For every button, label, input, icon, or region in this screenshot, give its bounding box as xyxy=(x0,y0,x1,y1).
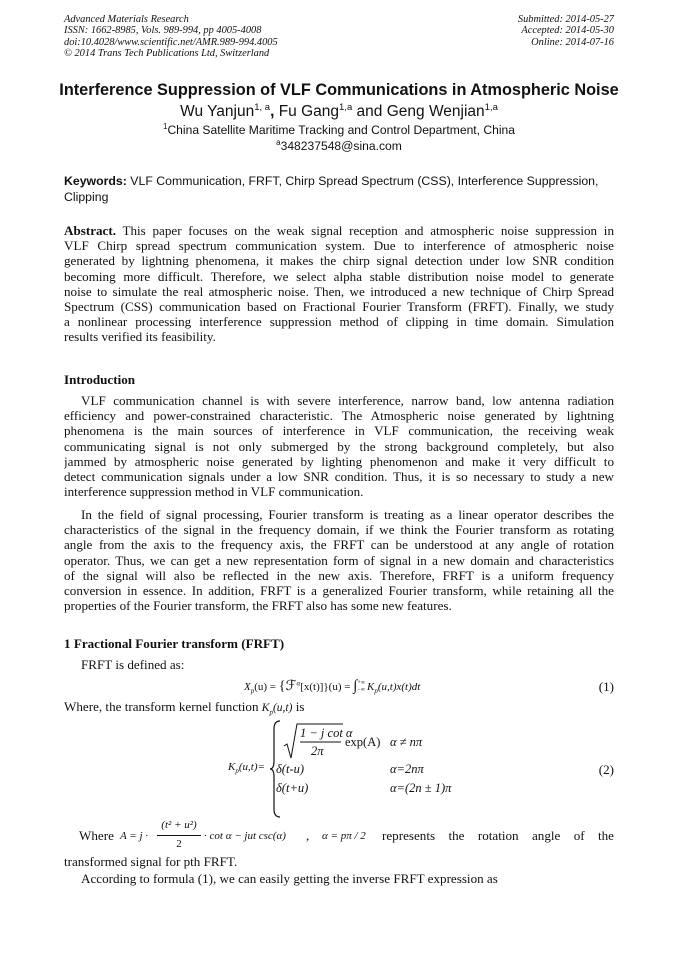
paragraph-line: of the signal will also be reflected in the new axis. Therefore, FRFT is a uniform frequency xyxy=(64,567,614,583)
eq1-mid: [x(t)]}(u) = xyxy=(300,681,354,693)
paragraph-line: efficiency and power-constrained characteristic. The Atmospheric noise generated by lightning xyxy=(64,408,614,424)
author-separator: and xyxy=(352,103,387,121)
email xyxy=(0,138,678,153)
eq2-case2-condition: α=2nπ xyxy=(390,762,424,776)
eq1-kernel-sub: p xyxy=(374,687,378,696)
paper-title: Interference Suppression of VLF Communications in Atmospheric Noise xyxy=(59,81,619,99)
where-A-lhs: A = j · xyxy=(120,830,148,842)
where-text-continued: transformed signal for pth FRFT. xyxy=(64,854,238,869)
author-2: Fu Gang xyxy=(278,103,340,121)
dates-info xyxy=(518,14,614,48)
kernel-intro-tail: is xyxy=(292,699,305,714)
paragraph-line: characteristics of the signal in the frequency domain, if we think the Fourier transform as rotating xyxy=(64,522,614,538)
equation-1 xyxy=(244,678,420,695)
eq1-limits xyxy=(357,680,365,694)
paragraph-line: jammed by atmospheric noise generated by lighting phenomenon and make it very difficult to xyxy=(64,453,614,469)
eq1-upper-limit: +∞ xyxy=(357,680,365,687)
equation-1-number: (1) xyxy=(598,679,614,694)
kernel-intro xyxy=(64,699,304,717)
eq2-case3-condition: α=(2n ± 1)π xyxy=(390,781,452,795)
keywords xyxy=(64,174,614,205)
paragraph-line: operator. Thus, we can get a new representation form of signal in a new domain and characteristics xyxy=(64,552,614,568)
abstract-line: a nonlinear processing interference suppression method of clipping in time domain. Simulation xyxy=(64,314,614,330)
eq1-lhs: X xyxy=(244,681,251,693)
abstract-line: noise to simulate the real atmospheric noise. Then, we introduced a new technique of Chirp Spread xyxy=(64,283,614,299)
author-3: Geng Wenjian xyxy=(386,103,485,121)
frft-definition-intro: FRFT is defined as: xyxy=(81,657,185,672)
abstract-line xyxy=(64,223,614,238)
eq1-lower-limit: −∞ xyxy=(357,687,365,694)
issn-line: ISSN: 1662-8985, Vols. 989-994, pp 4005-4008 xyxy=(64,25,262,37)
where-fraction-denominator: 2 xyxy=(176,838,182,850)
keywords-label: Keywords: xyxy=(64,174,127,188)
abstract xyxy=(64,223,614,345)
abstract-line: becoming more difficult. Therefore, we select alpha stable distribution noise model to generate xyxy=(64,268,614,284)
eq2-sqrt-denominator: 2π xyxy=(311,744,324,758)
kernel-symbol-sub: p xyxy=(269,708,273,717)
copyright-line: © 2014 Trans Tech Publications Ltd, Switzerland xyxy=(64,47,270,59)
equation-2-number: (2) xyxy=(598,762,614,777)
section-heading-introduction: Introduction xyxy=(64,372,136,387)
eq2-lhs-arg: (u,t)= xyxy=(238,761,265,773)
paragraph-line: conversion in essence. In addition, FRFT is a generalized Fourier transform, while retaining all the xyxy=(64,582,614,598)
author-1: Wu Yanjun xyxy=(180,103,255,121)
eq2-sqrt-numerator: 1 − j cot α xyxy=(300,726,353,740)
journal-name: Advanced Materials Research xyxy=(64,14,189,25)
affiliation-marker: 1 xyxy=(163,122,168,131)
abstract-label: Abstract. xyxy=(64,223,116,238)
eq1-operator: {ℱ xyxy=(278,679,297,694)
paragraph-line: communicating signal is not only submerged by the strong background completely, but also xyxy=(64,438,614,454)
where-comma: , xyxy=(306,828,310,843)
where-fraction-numerator: (t² + u²) xyxy=(161,819,197,831)
eq2-lhs-sub: p xyxy=(235,767,239,776)
eq2-lhs: K xyxy=(228,761,236,773)
abstract-line: generated by lightning phenomena, it makes the chirp signal detection under low SNR condition xyxy=(64,253,614,269)
paragraph-line: interference suppression method in VLF communication. xyxy=(64,484,364,500)
eq2-case3: δ(t+u) xyxy=(276,781,309,795)
journal-info xyxy=(64,14,278,59)
where-alpha-def: α = pπ / 2 xyxy=(322,830,366,842)
where-fraction-bar xyxy=(157,835,201,836)
abstract-line: results verified its feasibility. xyxy=(64,329,216,345)
paragraph-line: In the field of signal processing, Fourier transform is treating as a linear operator describes the xyxy=(81,507,614,522)
paragraph-line: VLF communication channel is with severe interference, narrow band, low antenna radiation xyxy=(81,393,614,408)
paragraph-line: angle from the axis to the frequency axis, the FRFT can be understood at any angle of rotation xyxy=(64,537,614,553)
where-A-rest: · cot α − jut csc(α) xyxy=(204,830,286,842)
kernel-args: (u,t) xyxy=(272,702,293,714)
keywords-text: VLF Communication, FRFT, Chirp Spread Spectrum (CSS), Interference Suppression, Clipping xyxy=(64,174,599,204)
eq1-operator-sup: α xyxy=(296,679,301,688)
accepted-date: Accepted: 2014-05-30 xyxy=(521,25,614,37)
eq2-case1-exp: exp(A) xyxy=(345,735,381,749)
eq1-integral: ∫ xyxy=(353,678,358,694)
section-heading-frft: 1 Fractional Fourier transform (FRFT) xyxy=(64,636,285,651)
email-text: 348237548@sina.com xyxy=(280,139,402,154)
eq1-kernel: K xyxy=(367,681,375,693)
abstract-line-text: This paper focuses on the weak signal reception and atmospheric noise suppression in xyxy=(116,223,614,238)
inverse-frft-intro: According to formula (1), we can easily getting the inverse FRFT expression as xyxy=(81,871,498,886)
paragraph-line: phenomena is the main sources of interference in VLF communication, the receiving weak xyxy=(64,423,614,439)
author-2-affil: 1,a xyxy=(339,102,353,113)
submitted-date: Submitted: 2014-05-27 xyxy=(517,14,614,25)
kernel-symbol: K xyxy=(261,702,270,714)
paragraph-line: detect communication signals under a low SNR condition. Thus, it is so necessary to study a new xyxy=(64,468,614,484)
author-1-affil: 1, a xyxy=(254,102,271,113)
affiliation-text: China Satellite Maritime Tracking and Control Department, China xyxy=(167,123,515,138)
doi-line: doi:10.4028/www.scientific.net/AMR.989-994.4005 xyxy=(64,36,278,48)
eq1-lhs-arg: (u) = xyxy=(254,681,279,693)
online-date: Online: 2014-07-16 xyxy=(531,36,614,48)
introduction-paragraph-2 xyxy=(64,507,614,613)
email-marker: a xyxy=(276,138,281,147)
where-text: represents the rotation angle of the xyxy=(382,828,614,843)
abstract-line: Spectrum (CSS) communication based on Fractional Fourier Transform (FRFT). Finally, we study xyxy=(64,298,614,314)
affiliation xyxy=(0,122,678,137)
eq2-case2: δ(t-u) xyxy=(276,762,305,776)
eq1-lhs-sub: p xyxy=(250,687,255,696)
kernel-intro-text: Where, the transform kernel function xyxy=(64,699,262,714)
introduction-paragraph-1 xyxy=(64,393,614,499)
eq1-rest: (u,t)x(t)dt xyxy=(377,681,421,693)
author-list xyxy=(0,102,678,121)
author-separator: , xyxy=(270,103,279,121)
where-label: Where xyxy=(79,828,114,843)
paragraph-line: properties of the Fourier transform, the FRFT also has some new features. xyxy=(64,598,452,614)
author-3-affil: 1,a xyxy=(484,102,498,113)
eq2-case1-condition: α ≠ nπ xyxy=(390,735,423,749)
equation-2-lhs xyxy=(228,761,265,775)
abstract-line: VLF Chirp spread spectrum communication system. Due to interference of atmospheric noise xyxy=(64,238,614,254)
